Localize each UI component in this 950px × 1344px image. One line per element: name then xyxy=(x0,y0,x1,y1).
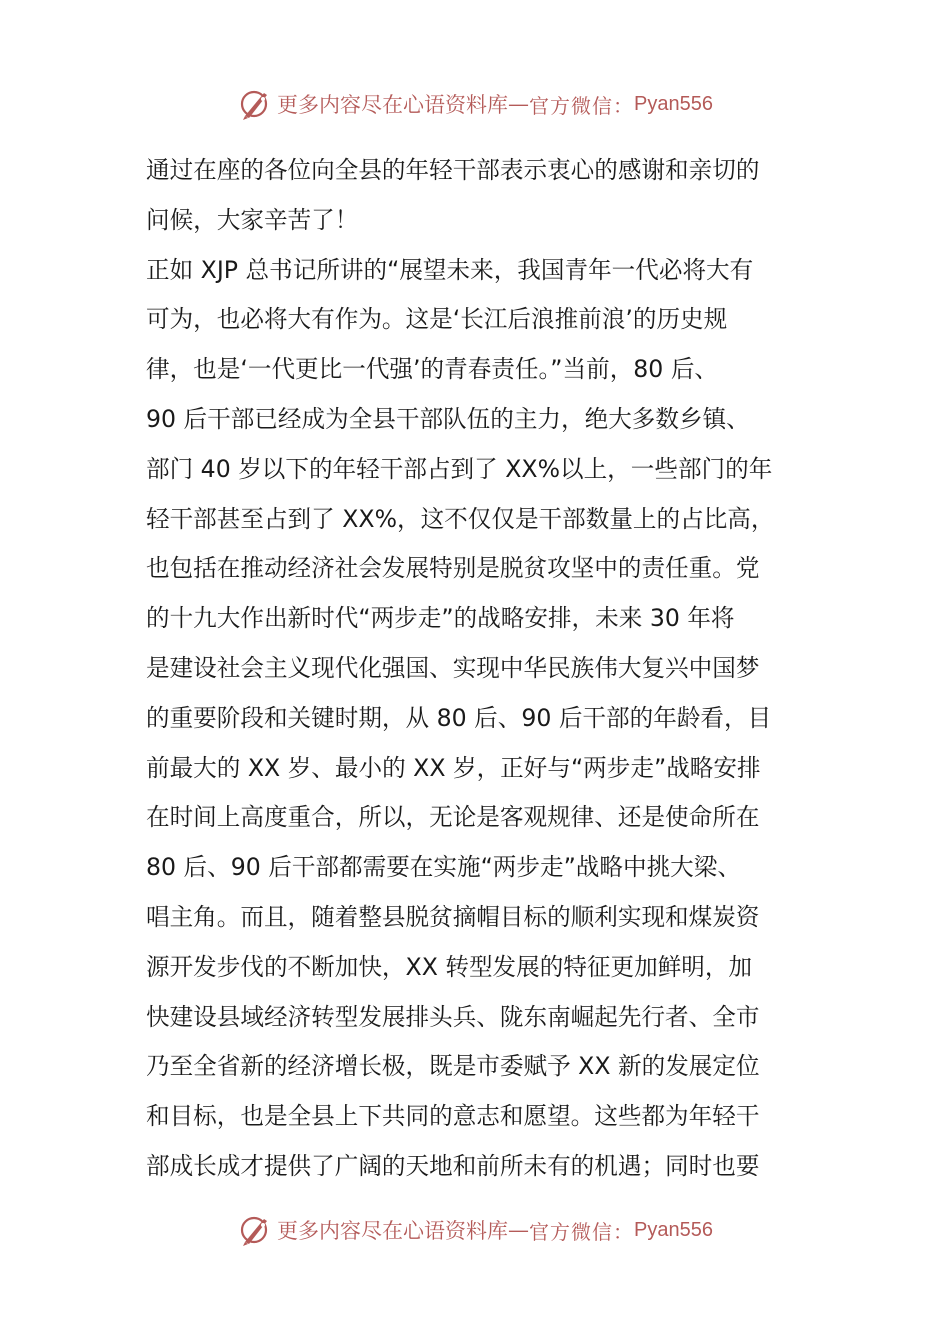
body-line: 的十九大作出新时代“两步走”的战略安排，未来 30 年将 xyxy=(146,604,735,633)
body-line: 轻干部甚至占到了 XX%，这不仅仅是干部数量上的占比高， xyxy=(146,504,775,533)
body-line: 乃至全省新的经济增长极，既是市委赋予 XX 新的发展定位 xyxy=(146,1052,760,1081)
body-line: 源开发步伐的不断加快，XX 转型发展的特征更加鲜明，加 xyxy=(146,952,753,981)
body-line: 的重要阶段和关键时期，从 80 后、90 后干部的年龄看，目 xyxy=(146,703,772,732)
body-line: 前最大的 XX 岁、最小的 XX 岁，正好与“两步走”战略安排 xyxy=(146,753,761,782)
body-line: 正如 XJP 总书记所讲的“展望未来，我国青年一代必将大有 xyxy=(146,255,754,284)
header-wechat-id: Pyan556 xyxy=(634,92,713,115)
body-line: 是建设社会主义现代化强国、实现中华民族伟大复兴中国梦 xyxy=(146,653,760,682)
header-banner xyxy=(0,84,950,124)
body-line: 部门 40 岁以下的年轻干部占到了 XX%以上，一些部门的年 xyxy=(146,454,773,483)
body-line: 部成长成才提供了广阔的天地和前所未有的机遇；同时也要 xyxy=(146,1151,760,1180)
body-line: 问候，大家辛苦了！ xyxy=(146,205,359,234)
footer-main-text: 更多内容尽在心语资料库 xyxy=(277,1219,509,1243)
header-separator: — xyxy=(508,92,530,116)
pen-logo-icon xyxy=(237,86,273,122)
document-body xyxy=(146,146,816,1192)
pen-logo-icon xyxy=(237,1212,273,1248)
body-line: 通过在座的各位向全县的年轻干部表示衷心的感谢和亲切的 xyxy=(146,156,760,184)
body-line: 可为，也必将大有作为。这是‘长江后浪推前浪’的历史规 xyxy=(146,305,728,334)
footer-wechat-label: 官方微信： xyxy=(529,1219,635,1244)
header-wechat-label: 官方微信： xyxy=(529,93,635,118)
footer-wechat-id: Pyan556 xyxy=(634,1218,713,1241)
body-line: 也包括在推动经济社会发展特别是脱贫攻坚中的责任重。党 xyxy=(146,554,760,583)
body-line: 唱主角。而且，随着整县脱贫摘帽目标的顺利实现和煤炭资 xyxy=(146,902,760,931)
header-main-text: 更多内容尽在心语资料库 xyxy=(277,93,509,117)
body-line: 90 后干部已经成为全县干部队伍的主力，绝大多数乡镇、 xyxy=(146,404,750,433)
footer-banner xyxy=(0,1210,950,1250)
body-line: 在时间上高度重合，所以，无论是客观规律、还是使命所在 xyxy=(146,803,760,832)
body-line: 和目标，也是全县上下共同的意志和愿望。这些都为年轻干 xyxy=(146,1102,760,1131)
body-line: 快建设县域经济转型发展排头兵、陇东南崛起先行者、全市 xyxy=(146,1002,760,1031)
body-line: 80 后、90 后干部都需要在实施“两步走”战略中挑大梁、 xyxy=(146,853,741,882)
footer-separator: — xyxy=(508,1218,530,1242)
body-line: 律，也是‘一代更比一代强’的青春责任。”当前，80 后、 xyxy=(146,355,719,384)
